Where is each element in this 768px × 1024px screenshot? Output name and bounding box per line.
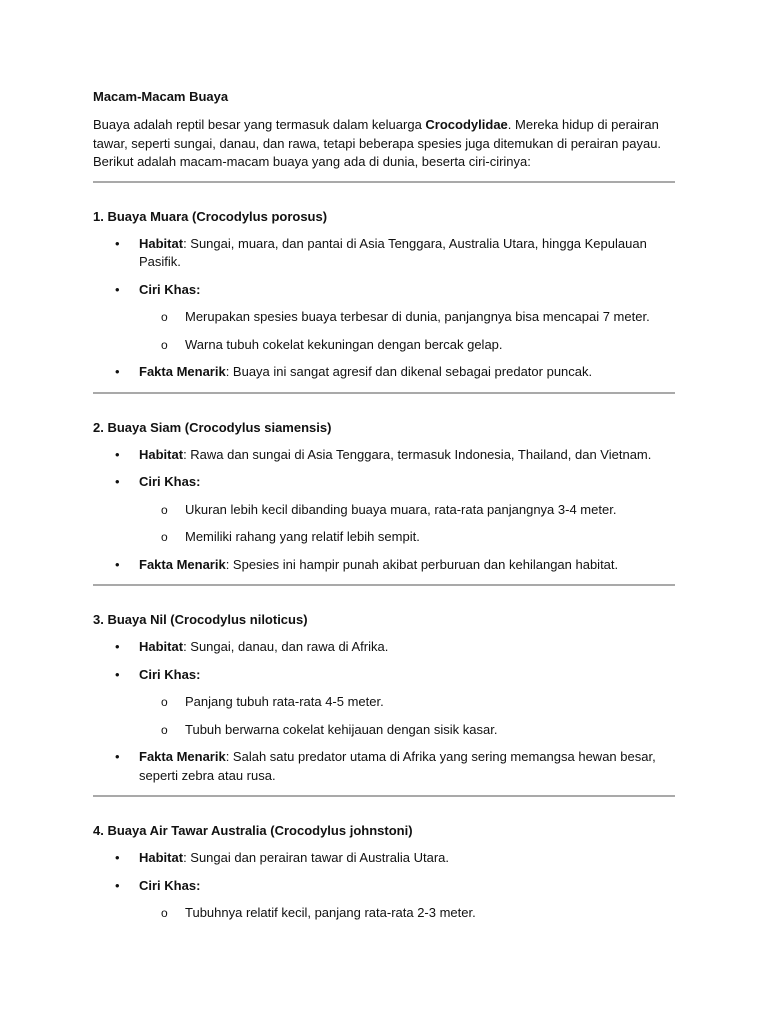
ciri-khas-label: Ciri Khas: bbox=[139, 666, 201, 682]
intro-text-rest: . Mereka hidup di perairan tawar, seperti sungai, danau, dan rawa, tetapi beberapa spesies juga ditemukan di perairan payau. Berikut adalah macam-macam buaya yang ada di dunia, beserta ciri-cirinya: bbox=[93, 117, 662, 169]
ciri-khas-item bbox=[93, 281, 675, 355]
fakta-menarik-label: Fakta Menarik bbox=[139, 364, 226, 379]
fakta-menarik-item bbox=[93, 748, 675, 785]
sub-bullet-list bbox=[139, 904, 675, 923]
sub-bullet-marker: o bbox=[161, 502, 168, 517]
habitat-label: Habitat bbox=[139, 235, 184, 251]
sub-item bbox=[139, 336, 675, 355]
bullet-dot: • bbox=[115, 749, 120, 764]
section-buaya-muara bbox=[93, 208, 675, 382]
sub-bullet-list bbox=[139, 693, 675, 739]
section-title: 2. Buaya Siam (Crocodylus siamensis) bbox=[93, 419, 332, 435]
section-buaya-siam bbox=[93, 419, 675, 575]
bullet-dot: • bbox=[115, 364, 120, 379]
sub-bullet-marker: o bbox=[161, 337, 168, 352]
fakta-menarik-label: Fakta Menarik bbox=[139, 749, 226, 764]
sub-item-text: Panjang tubuh rata-rata 4-5 meter. bbox=[185, 694, 384, 709]
sub-item bbox=[139, 501, 675, 520]
intro-text: Buaya adalah reptil besar yang termasuk dalam keluarga bbox=[93, 117, 426, 132]
ciri-khas-item bbox=[93, 666, 675, 740]
bullet-dot: • bbox=[115, 666, 120, 682]
habitat-item bbox=[93, 638, 675, 657]
sub-item bbox=[139, 904, 675, 923]
fakta-menarik-text: : Buaya ini sangat agresif dan dikenal sebagai predator puncak. bbox=[225, 364, 593, 379]
sub-item-text: Ukuran lebih kecil dibanding buaya muara, rata-rata panjangnya 3-4 meter. bbox=[185, 501, 617, 517]
sub-item-text: Tubuhnya relatif kecil, panjang rata-rata 2-3 meter. bbox=[185, 905, 476, 920]
sub-item bbox=[139, 528, 675, 547]
fakta-menarik-text: : Salah satu predator utama di Afrika yang sering memangsa hewan besar, seperti zebra atau rusa. bbox=[139, 749, 656, 783]
sub-bullet-marker: o bbox=[161, 695, 168, 709]
fakta-menarik-label: Fakta Menarik bbox=[139, 556, 226, 572]
sub-bullet-list bbox=[139, 308, 675, 354]
sub-item bbox=[139, 308, 675, 327]
section-buaya-air-tawar-australia bbox=[93, 822, 675, 923]
section-title: 4. Buaya Air Tawar Australia (Crocodylus johnstoni) bbox=[93, 823, 413, 838]
bullet-list bbox=[93, 849, 675, 923]
habitat-item bbox=[93, 849, 675, 868]
sub-item-text: Merupakan spesies buaya terbesar di dunia, panjangnya bisa mencapai 7 meter. bbox=[185, 309, 650, 324]
bullet-dot: • bbox=[115, 877, 120, 893]
ciri-khas-item bbox=[93, 877, 675, 923]
sub-bullet-marker: o bbox=[161, 530, 168, 544]
section-title: 1. Buaya Muara (Crocodylus porosus) bbox=[93, 208, 328, 224]
sub-bullet-marker: o bbox=[161, 310, 168, 324]
ciri-khas-label: Ciri Khas: bbox=[139, 474, 201, 489]
ciri-khas-item bbox=[93, 473, 675, 547]
sub-bullet-marker: o bbox=[161, 722, 168, 737]
sub-item-text: Memiliki rahang yang relatif lebih sempit. bbox=[185, 529, 420, 544]
sub-item-text: Tubuh berwarna cokelat kehijauan dengan sisik kasar. bbox=[185, 721, 498, 737]
bullet-dot: • bbox=[115, 474, 120, 489]
section-divider bbox=[93, 392, 675, 394]
document-title: Macam-Macam Buaya bbox=[93, 89, 229, 104]
bullet-dot: • bbox=[115, 281, 120, 297]
fakta-menarik-item bbox=[93, 556, 675, 575]
habitat-label: Habitat bbox=[139, 446, 184, 462]
bullet-dot: • bbox=[115, 850, 120, 865]
bullet-dot: • bbox=[115, 235, 120, 251]
sub-item bbox=[139, 693, 675, 712]
bullet-dot: • bbox=[115, 556, 120, 572]
bullet-dot: • bbox=[115, 446, 120, 462]
habitat-label: Habitat bbox=[139, 639, 184, 654]
intro-bold-term: Crocodylidae bbox=[425, 117, 508, 132]
ciri-khas-label: Ciri Khas: bbox=[139, 877, 201, 893]
sub-bullet-list bbox=[139, 501, 675, 547]
section-title: 3. Buaya Nil (Crocodylus niloticus) bbox=[93, 612, 308, 627]
sub-item bbox=[139, 721, 675, 740]
sub-item-text: Warna tubuh cokelat kekuningan dengan bercak gelap. bbox=[185, 336, 503, 352]
section-divider bbox=[93, 584, 675, 586]
section-divider bbox=[93, 795, 675, 797]
habitat-text: : Rawa dan sungai di Asia Tenggara, termasuk Indonesia, Thailand, dan Vietnam. bbox=[183, 446, 652, 462]
habitat-text: : Sungai dan perairan tawar di Australia Utara. bbox=[183, 850, 449, 865]
bullet-list bbox=[93, 446, 675, 575]
section-buaya-nil bbox=[93, 611, 675, 785]
habitat-item bbox=[93, 235, 675, 272]
fakta-menarik-item bbox=[93, 363, 675, 382]
fakta-menarik-text: : Spesies ini hampir punah akibat perburuan dan kehilangan habitat. bbox=[225, 556, 619, 572]
ciri-khas-label: Ciri Khas: bbox=[139, 281, 201, 297]
sub-bullet-marker: o bbox=[161, 906, 168, 920]
bullet-list bbox=[93, 235, 675, 382]
habitat-item bbox=[93, 446, 675, 465]
bullet-list bbox=[93, 638, 675, 785]
section-divider bbox=[93, 181, 675, 183]
habitat-label: Habitat bbox=[139, 850, 184, 865]
bullet-dot: • bbox=[115, 639, 120, 654]
intro-paragraph bbox=[93, 116, 675, 172]
habitat-text: : Sungai, muara, dan pantai di Asia Tenggara, Australia Utara, hingga Kepulauan Pasifik. bbox=[139, 235, 647, 269]
habitat-text: : Sungai, danau, dan rawa di Afrika. bbox=[183, 639, 389, 654]
